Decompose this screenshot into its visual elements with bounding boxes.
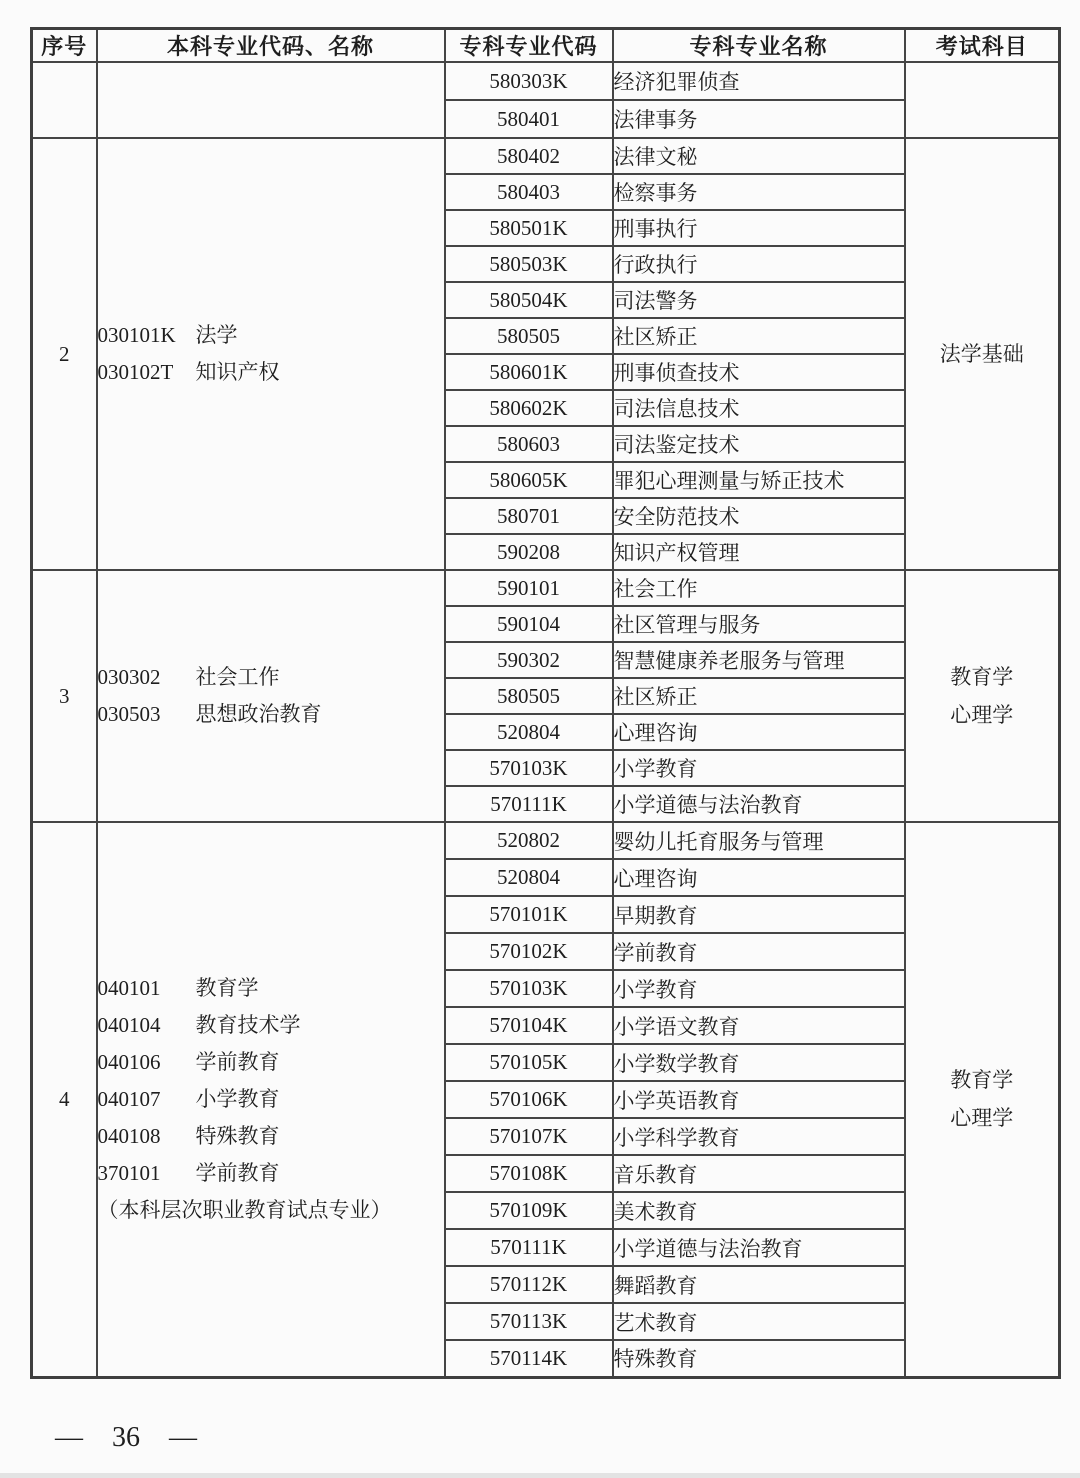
bachelor-major-line (98, 659, 444, 696)
junior-code-cell: 570113K (445, 1303, 613, 1340)
junior-name-cell: 知识产权管理 (613, 534, 905, 570)
bachelor-major-code: 030101K (97, 323, 176, 347)
bachelor-majors-cell (97, 570, 445, 822)
table-row (32, 138, 1060, 174)
bachelor-note: （本科层次职业教育试点专业） (97, 1197, 392, 1222)
bachelor-major-code: 040108 (97, 1123, 161, 1148)
bachelor-major-code: 040106 (97, 1049, 161, 1074)
bachelor-major-code: 040104 (97, 1012, 161, 1037)
bachelor-major-code: 040107 (97, 1086, 161, 1111)
bachelor-major-name: 小学教育 (195, 1086, 280, 1111)
column-header: 专科专业名称 (613, 29, 905, 63)
junior-name-cell: 小学教育 (613, 750, 905, 786)
junior-code-cell: 580401 (445, 100, 613, 138)
bachelor-major-name: 特殊教育 (195, 1123, 280, 1148)
table-row (32, 570, 1060, 606)
bachelor-majors-cell (97, 138, 445, 570)
seq-cell (32, 62, 97, 138)
table-body (32, 62, 1060, 1377)
junior-name-cell: 婴幼儿托育服务与管理 (613, 822, 905, 859)
junior-name-cell: 社区矫正 (613, 678, 905, 714)
junior-name-cell: 小学数学教育 (613, 1044, 905, 1081)
exam-subject-line: 教育学 (950, 665, 1014, 689)
junior-name-cell: 智慧健康养老服务与管理 (613, 642, 905, 678)
junior-name-cell: 特殊教育 (613, 1340, 905, 1377)
exam-subject-line: 心理学 (950, 1106, 1014, 1131)
bachelor-major-name: 法学 (195, 323, 238, 347)
junior-name-cell: 小学道德与法治教育 (613, 1229, 905, 1266)
junior-code-cell: 570108K (445, 1155, 613, 1192)
column-header: 序号 (32, 29, 97, 63)
junior-code-cell: 580601K (445, 354, 613, 390)
junior-code-cell: 580501K (445, 210, 613, 246)
exam-subjects-cell (905, 570, 1060, 822)
column-header: 专科专业代码 (445, 29, 613, 63)
page-number: — 36 — (55, 1422, 197, 1453)
junior-code-cell: 570107K (445, 1118, 613, 1155)
bachelor-major-name: 教育技术学 (195, 1012, 301, 1037)
bachelor-major-name: 学前教育 (195, 1049, 280, 1074)
junior-code-cell: 580603 (445, 426, 613, 462)
junior-name-cell: 小学英语教育 (613, 1081, 905, 1118)
bachelor-major-line (98, 1118, 444, 1155)
seq-cell: 4 (32, 822, 97, 1377)
exam-subjects-cell (905, 138, 1060, 570)
junior-name-cell: 小学教育 (613, 970, 905, 1007)
junior-code-cell: 580701 (445, 498, 613, 534)
bachelor-major-code: 370101 (97, 1160, 161, 1185)
bachelor-majors-cell (97, 822, 445, 1377)
junior-code-cell: 570109K (445, 1192, 613, 1229)
page-edge-divider (0, 1473, 1080, 1478)
junior-code-cell: 580505 (445, 678, 613, 714)
bachelor-major-name: 学前教育 (195, 1160, 280, 1185)
junior-code-cell: 520804 (445, 859, 613, 896)
bachelor-major-code: 030302 (97, 665, 161, 689)
junior-code-cell: 580504K (445, 282, 613, 318)
junior-name-cell: 刑事执行 (613, 210, 905, 246)
junior-code-cell: 570106K (445, 1081, 613, 1118)
junior-code-cell: 570104K (445, 1007, 613, 1044)
junior-code-cell: 520802 (445, 822, 613, 859)
junior-code-cell: 580403 (445, 174, 613, 210)
junior-name-cell: 司法鉴定技术 (613, 426, 905, 462)
exam-subject-line: 教育学 (950, 1068, 1014, 1093)
exam-subjects-cell (905, 62, 1060, 138)
junior-name-cell: 美术教育 (613, 1192, 905, 1229)
junior-code-cell: 590208 (445, 534, 613, 570)
bachelor-major-code: 040101 (97, 975, 161, 1000)
junior-name-cell: 艺术教育 (613, 1303, 905, 1340)
junior-code-cell: 520804 (445, 714, 613, 750)
junior-name-cell: 刑事侦查技术 (613, 354, 905, 390)
exam-subject-line: 法学基础 (939, 342, 1024, 366)
table-row (32, 62, 1060, 100)
junior-name-cell: 学前教育 (613, 933, 905, 970)
bachelor-major-line (98, 354, 444, 391)
junior-code-cell: 590104 (445, 606, 613, 642)
bachelor-major-name: 知识产权 (195, 360, 280, 384)
column-header: 考试科目 (905, 29, 1060, 63)
junior-code-cell: 580602K (445, 390, 613, 426)
junior-code-cell: 570102K (445, 933, 613, 970)
junior-code-cell: 570103K (445, 970, 613, 1007)
exam-subject-line: 心理学 (950, 703, 1014, 727)
junior-name-cell: 早期教育 (613, 896, 905, 933)
junior-code-cell: 570112K (445, 1266, 613, 1303)
bachelor-majors-cell (97, 62, 445, 138)
junior-name-cell: 行政执行 (613, 246, 905, 282)
bachelor-major-line (98, 1007, 444, 1044)
seq-cell: 3 (32, 570, 97, 822)
column-header: 本科专业代码、名称 (97, 29, 445, 63)
junior-code-cell: 570105K (445, 1044, 613, 1081)
junior-name-cell: 法律事务 (613, 100, 905, 138)
table-row (32, 822, 1060, 859)
bachelor-major-line (98, 696, 444, 733)
seq-cell: 2 (32, 138, 97, 570)
junior-code-cell: 570103K (445, 750, 613, 786)
junior-code-cell: 570111K (445, 1229, 613, 1266)
bachelor-major-name: 教育学 (195, 975, 259, 1000)
bachelor-major-name: 思想政治教育 (195, 702, 322, 726)
table-header (32, 29, 1060, 63)
majors-table (30, 27, 1061, 1379)
junior-name-cell: 安全防范技术 (613, 498, 905, 534)
junior-code-cell: 590302 (445, 642, 613, 678)
junior-name-cell: 小学道德与法治教育 (613, 786, 905, 822)
junior-name-cell: 社区管理与服务 (613, 606, 905, 642)
junior-name-cell: 音乐教育 (613, 1155, 905, 1192)
bachelor-major-line (98, 1081, 444, 1118)
bachelor-major-name: 社会工作 (195, 665, 280, 689)
junior-name-cell: 法律文秘 (613, 138, 905, 174)
junior-name-cell: 罪犯心理测量与矫正技术 (613, 462, 905, 498)
junior-name-cell: 社会工作 (613, 570, 905, 606)
junior-code-cell: 580503K (445, 246, 613, 282)
junior-code-cell: 580402 (445, 138, 613, 174)
junior-code-cell: 590101 (445, 570, 613, 606)
bachelor-major-line (98, 1155, 444, 1192)
junior-name-cell: 小学语文教育 (613, 1007, 905, 1044)
junior-name-cell: 社区矫正 (613, 318, 905, 354)
junior-code-cell: 570114K (445, 1340, 613, 1377)
bachelor-major-code: 030503 (97, 702, 161, 726)
junior-name-cell: 司法警务 (613, 282, 905, 318)
junior-code-cell: 570111K (445, 786, 613, 822)
junior-code-cell: 580605K (445, 462, 613, 498)
bachelor-major-line (98, 1044, 444, 1081)
junior-name-cell: 心理咨询 (613, 859, 905, 896)
exam-subjects-cell (905, 822, 1060, 1377)
junior-name-cell: 心理咨询 (613, 714, 905, 750)
junior-code-cell: 580505 (445, 318, 613, 354)
junior-name-cell: 检察事务 (613, 174, 905, 210)
bachelor-major-code: 030102T (97, 360, 174, 384)
junior-name-cell: 经济犯罪侦查 (613, 62, 905, 100)
bachelor-major-line (98, 317, 444, 354)
junior-code-cell: 580303K (445, 62, 613, 100)
junior-name-cell: 舞蹈教育 (613, 1266, 905, 1303)
bachelor-major-line (98, 970, 444, 1007)
junior-name-cell: 司法信息技术 (613, 390, 905, 426)
junior-name-cell: 小学科学教育 (613, 1118, 905, 1155)
header-row (32, 29, 1060, 63)
junior-code-cell: 570101K (445, 896, 613, 933)
